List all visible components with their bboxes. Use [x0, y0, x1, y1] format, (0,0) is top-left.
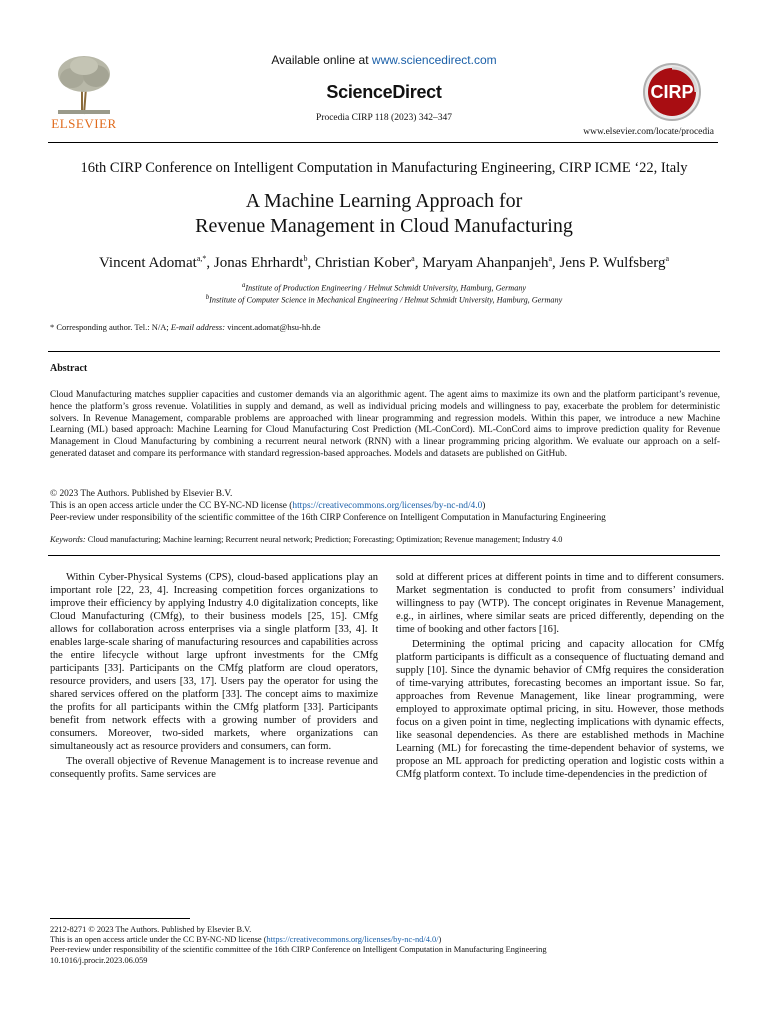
paragraph: sold at different prices at different points in time and to different consumers. Market segmentation is conducted to profit from consumers’ individual willingness to pay (WTP). The concept originates in Revenue Management, e.g., in airlines, where similar seats are priced differently, depending on the time of booking and other factors [16]. [396, 572, 724, 635]
abstract-license: This is an open access article under the CC BY-NC-ND license (https://creativecommons.org/licenses/by-nc-nd/4.0) [50, 501, 486, 511]
abstract-divider [48, 351, 720, 352]
author: Jens P. Wulfsberg$^a$ [559, 254, 670, 271]
footer-license-link[interactable]: https://creativecommons.org/licenses/by-nc-nd/4.0/ [266, 935, 439, 945]
footer-doi[interactable]: 10.1016/j.procir.2023.06.059 [50, 955, 148, 965]
paragraph: Determining the optimal pricing and capacity allocation for CMfg platform participants is difficult as a consequence of fluctuating demand and supply [10]. Since the dynamic behavior of CMfg requires the consideration of time-varying attributes, forecasting becomes an important issue. So far, approaches from Revenue Management, like linear programming, were employed to approximate optimal pricing, in situ. However, those methods focus on a given point in time, neglecting implications with dynamic effects, like seasonal dependencies. As there are established methods in Machine Learning (ML) for forecasting the time-dependent behavior of systems, we propose an ML approach for predicting operation and logistic costs within a CMfg platform context. To include time-dependencies in the prediction of [396, 638, 724, 780]
author-email[interactable]: vincent.adomat@hsu-hh.de [225, 322, 321, 332]
abstract-copyright: © 2023 The Authors. Published by Elsevier B.V. [50, 489, 233, 499]
cirp-logo [632, 62, 712, 122]
paper-title [40, 189, 728, 239]
body-column-right [396, 571, 724, 782]
abstract-peer-review: Peer-review under responsibility of the scientific committee of the 16th CIRP Conference on Intelligent Computation in Manufacturing Engineering [50, 513, 606, 523]
footer-peer-review: Peer-review under responsibility of the scientific committee of the 16th CIRP Conference on Intelligent Computation in Manufacturing Engineering [50, 945, 547, 955]
journal-url[interactable]: www.elsevier.com/locate/procedia [583, 127, 714, 137]
license-link[interactable]: https://creativecommons.org/licenses/by-nc-nd/4.0 [292, 501, 483, 511]
cirp-logo-text: CIRP [650, 82, 694, 102]
footer-issn: 2212-8271 © 2023 The Authors. Published by Elsevier B.V. [50, 925, 252, 934]
elsevier-wordmark: ELSEVIER [51, 116, 117, 131]
title-line-2: Revenue Management in Cloud Manufacturing [195, 215, 573, 237]
journal-reference: Procedia CIRP 118 (2023) 342–347 [316, 113, 452, 123]
author: Jonas Ehrhardt$^b$ [213, 254, 308, 271]
keywords-list: Cloud manufacturing; Machine learning; Recurrent neural network; Prediction; Forecasting; Optimization; Revenue management; Industry 4.0 [85, 535, 563, 544]
paragraph: Within Cyber-Physical Systems (CPS), cloud-based applications play an important role [22, 23, 4]. Increasing competition forces organizations to improve their efficiency by applying Industry 4.0 digitalization concepts, like Cloud Manufacturing (CMfg), to their business models [25, 15]. CMfg allows for collaboration across enterprises via a single platform [33, 4]. It enables large-scale sharing of manufacturing resources and capabilities across the entire lifecycle without large upfront investments for the CMfg participants [33]. Participants on the CMfg platform are cloud operators, resource providers, and users [33, 17]. Users pay the operator for using the shared services offered on the platform [33]. The concept aims to maximize the profits for all participants within the CMfg platform [33]. Participants benefit from network effects with a growing number of providers and consumers. Moreover, two-sided markets, where organizations can simultaneously act as resource providers and consumers, can form. [50, 572, 378, 752]
author: Maryam Ahanpanjeh$^a$ [422, 254, 553, 271]
affiliation-b: $^b$Institute of Computer Science in Mechanical Engineering / Helmut Schmidt University, Hamburg, Germany [205, 294, 563, 305]
sciencedirect-brand: ScienceDirect [326, 82, 442, 102]
keywords [50, 535, 562, 544]
conference-name: 16th CIRP Conference on Intelligent Computation in Manufacturing Engineering, CIRP ICME ‘22, Italy [80, 160, 688, 176]
body-column-left [50, 571, 378, 782]
sciencedirect-link[interactable]: www.sciencedirect.com [371, 53, 497, 67]
available-prefix: Available online at [271, 53, 372, 67]
header-divider [48, 142, 718, 143]
footer [50, 925, 740, 966]
abstract-heading: Abstract [50, 363, 88, 374]
author-list: Vincent Adomat$^{a,*}$, Jonas Ehrhardt$^b$, Christian Kober$^a$, Maryam Ahanpanjeh$^a$, Jens P. Wulfsberg$^a$ [98, 254, 670, 271]
affiliation-a: $^a$Institute of Production Engineering / Helmut Schmidt University, Hamburg, Germany [241, 282, 527, 293]
abstract-text: Cloud Manufacturing matches supplier capacities and customer demands via an algorithmic agent. The agent aims to maximize its own and the platform participant’s revenue, hence the platform’s gross revenue. Volatilities in supply and demand, as well as individual pricing models and willingness to pay, exacerbate the problem for deterministic solvers. In Revenue Management, comparable problems are approached with linear programming and regression models. Within this paper, we introduce a new Machine Learning (ML) based approach: Machine Learning for Cloud Manufacturing Cost Prediction (ML-ConCord). ML-ConCord aims to improve prediction quality for Revenue Management in Cloud Manufacturing by combining a recurrent neural network (RNN) with a linear programming pricing algorithm. We evaluate our approach on a self-generated dataset and compare its performance with standard regression-based approaches. Models and datasets are published on GitHub. [50, 390, 720, 459]
title-line-1: A Machine Learning Approach for [245, 190, 523, 212]
author: Vincent Adomat$^{a,*}$ [98, 254, 207, 271]
author: Christian Kober$^a$ [314, 254, 415, 271]
footer-license: This is an open access article under the CC BY-NC-ND license (https://creativecommons.org/licenses/by-nc-nd/4.0/) [50, 935, 442, 945]
paragraph: The overall objective of Revenue Management is to increase revenue and consequently profits. Same services are [50, 755, 378, 780]
keywords-divider [48, 555, 720, 556]
keywords-label: Keywords: [50, 535, 86, 544]
footer-divider [50, 918, 190, 919]
corresponding-author: * Corresponding author. Tel.: N/A; E-mail address: vincent.adomat@hsu-hh.de [50, 322, 321, 332]
available-online [200, 53, 568, 67]
